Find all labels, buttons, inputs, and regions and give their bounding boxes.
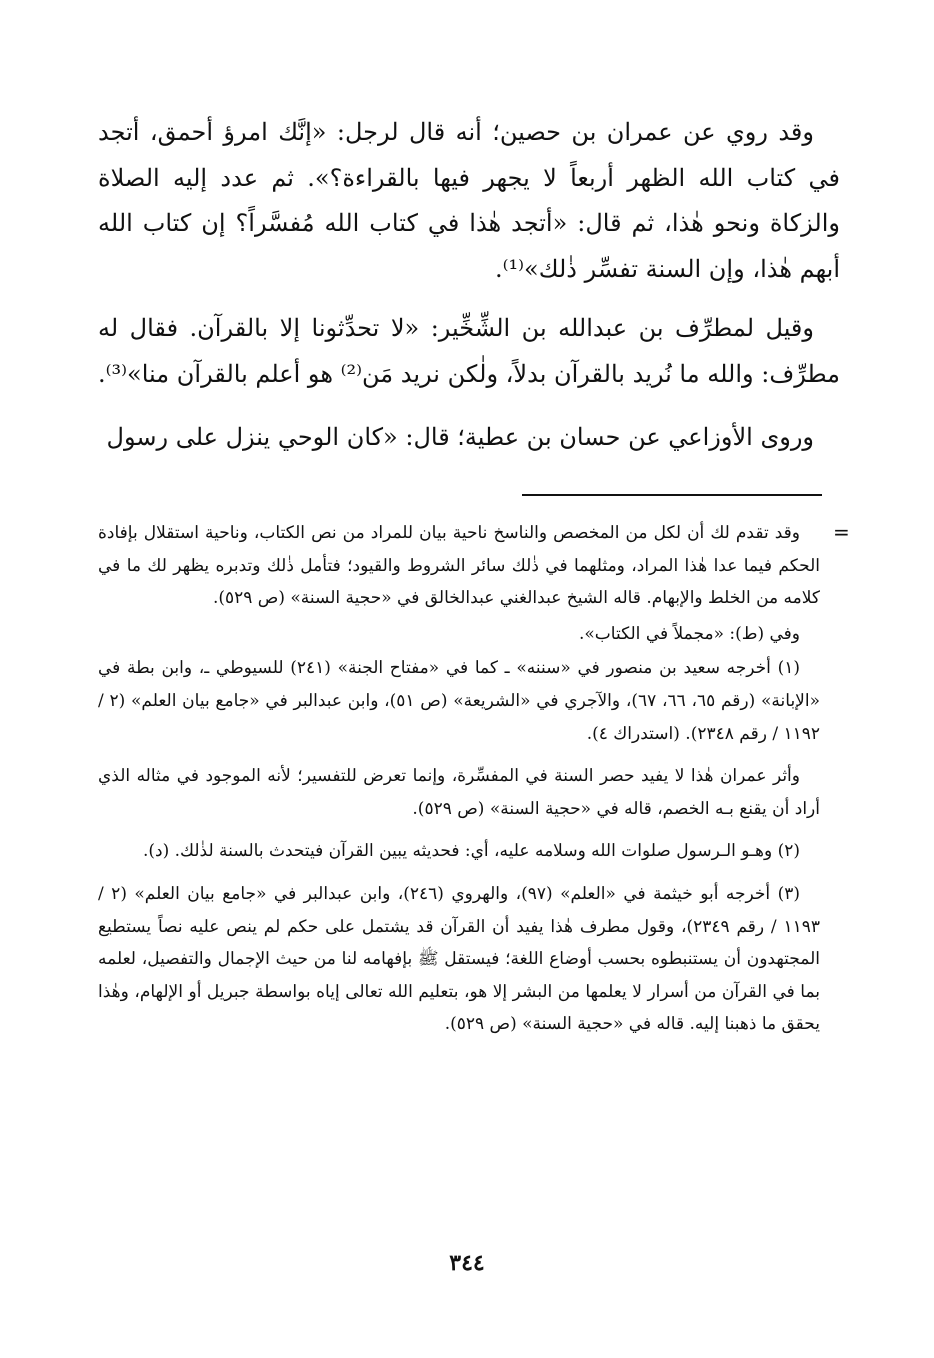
main-paragraph-imran: وقد روي عن عمران بن حصين؛ أنه قال لرجل: «إنَّك امرؤ أحمق، أتجد في كتاب الله الظهر أربعاً لا يجهر فيها بالقراءة؟». ثم عدد إليه الصلاة والزكاة ونحو هٰذا، ثم قال: «أتجد هٰذا في كتاب الله مُفسَّراً؟ إن كتاب الله أبهم هٰذا، وإن السنة تفسِّر ذٰلك»⁽¹⁾. xyxy=(98,118,840,283)
footnote-3: (٣) أخرجه أبو خيثمة في «العلم» (٩٧)، والهروي (٢٤٦)، وابن عبدالبر في «جامع بيان العلم» (٢ / ١١٩٣ / رقم ٢٣٤٩)، وقول مطرف هٰذا يفيد أن القرآن قد يشتمل على حكم لم ينص عليه نصاً يستطيع المجتهدون أن يستنبطوه بحسب أوضاع اللغة؛ فيستقل ﷺ بإفهامه لنا من حيث الإجمال والتفصيل، لعلمه بما في القرآن من أسرار لا يعلمها من البشر إلا هو، بتعليم الله تعالى إياه بواسطة جبريل أو الإلهام، وهٰذا يحقق ما ذهبنا إليه. قاله في «حجية السنة» (ص ٥٢٩). xyxy=(98,883,820,1035)
footnote-2: (٢) وهـو الـرسول صلوات الله وسلامه عليه، أي: فحديثه يبين القرآن فيتحدث بالسنة لذٰلك. (د). xyxy=(143,841,800,862)
footnote-1: (١) أخرجه سعيد بن منصور في «سننه» ـ كما في «مفتاح الجنة» (٢٤١) للسيوطي ـ، وابن بطة في «الإبانة» (رقم ٦٥، ٦٦، ٦٧)، والآجري في «الشريعة» (ص ٥١)، وابن عبدالبر في «جامع بيان العلم» (٢ / ١١٩٢ / رقم ٢٣٤٨). (استدراك ٤). xyxy=(98,658,820,744)
footnote-continuation-marker: = xyxy=(833,520,850,544)
page-number: ٣٤٤ xyxy=(449,1250,485,1276)
footnote-continuation: وقد تقدم لك أن لكل من المخصص والناسخ ناحية بيان للمراد من نص الكتاب، وناحية استقلال بإفادة الحكم فيما عدا هٰذا المراد، ومثلهما في ذٰلك سائر الشروط والقيود؛ فتأمل ذٰلك وتدبره يظهر لك ما في كلامه من الخلط والإبهام. قاله الشيخ عبدالغني عبدالخالق في «حجية السنة» (ص ٥٢٩). xyxy=(98,523,820,609)
main-text-body xyxy=(98,110,840,473)
footnote-divider xyxy=(522,494,822,496)
footnote-variant-note: وفي (ط): «مجملاً في الكتاب». xyxy=(579,623,800,644)
footnote-1-comment: وأثر عمران هٰذا لا يفيد حصر السنة في المفسِّرة، وإنما تعرض للتفسير؛ لأنه الموجود في مثاله الذي أراد أن يقنع بـه الخصم، قاله في «حجية السنة» (ص ٥٢٩). xyxy=(98,766,820,819)
main-paragraph-awzai: وروى الأوزاعي عن حسان بن عطية؛ قال: «كان الوحي ينزل على رسول xyxy=(106,423,814,451)
footnotes-section xyxy=(98,517,820,1051)
main-paragraph-mutarrif: وقيل لمطرِّف بن عبدالله بن الشِّخِّير: «لا تحدِّثونا إلا بالقرآن. فقال له مطرِّف: والله ما نُريد بالقرآن بدلاً، ولٰكن نريد مَن⁽²⁾ هو أعلم بالقرآن منا»⁽³⁾. xyxy=(98,314,840,388)
